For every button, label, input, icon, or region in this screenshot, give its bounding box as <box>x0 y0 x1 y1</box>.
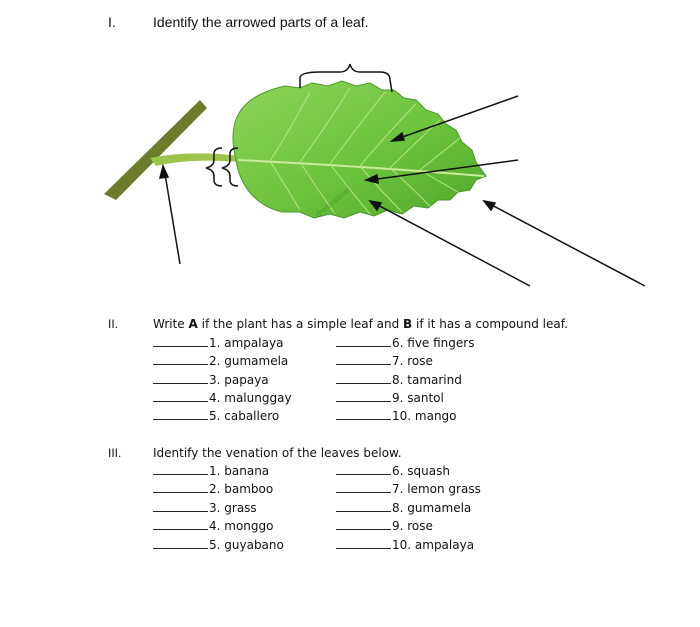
item-label: 3. grass <box>209 501 257 515</box>
answer-row <box>336 354 433 368</box>
answer-row <box>153 482 273 496</box>
answer-row <box>153 538 284 552</box>
arrow-4-head <box>484 201 495 210</box>
item-label: 3. papaya <box>209 373 269 387</box>
item-label: 8. tamarind <box>392 373 462 387</box>
answer-row <box>153 501 257 515</box>
arrow-4 <box>486 202 645 286</box>
item-label: 7. rose <box>392 354 433 368</box>
branch <box>104 100 207 200</box>
answer-row <box>336 519 433 533</box>
answer-row <box>336 501 471 515</box>
section-2-instruction: Write A if the plant has a simple leaf and B if it has a compound leaf. <box>153 317 568 331</box>
answer-row <box>153 373 269 387</box>
answer-blank[interactable] <box>153 391 208 402</box>
answer-blank[interactable] <box>153 409 208 420</box>
answer-blank[interactable] <box>153 482 208 493</box>
item-label: 6. squash <box>392 464 450 478</box>
answer-blank[interactable] <box>336 354 391 365</box>
answer-blank[interactable] <box>336 391 391 402</box>
answer-blank[interactable] <box>336 538 391 549</box>
answer-blank[interactable] <box>153 519 208 530</box>
item-label: 7. lemon grass <box>392 482 481 496</box>
section-1-number: I. <box>108 14 116 30</box>
arrow-3 <box>372 202 530 286</box>
section-3-number: III. <box>108 446 122 460</box>
item-label: 1. banana <box>209 464 270 478</box>
answer-blank[interactable] <box>153 464 208 475</box>
answer-blank[interactable] <box>336 464 391 475</box>
item-label: 5. guyabano <box>209 538 284 552</box>
item-label: 8. gumamela <box>392 501 472 515</box>
answer-blank[interactable] <box>336 519 391 530</box>
item-label: 9. rose <box>392 519 433 533</box>
answer-row <box>153 391 292 405</box>
answer-blank[interactable] <box>336 501 391 512</box>
answer-blank[interactable] <box>336 482 391 493</box>
answer-row <box>153 354 288 368</box>
item-label: 2. bamboo <box>209 482 274 496</box>
answer-row <box>336 409 457 423</box>
item-label: 5. caballero <box>209 409 280 423</box>
leaf-blade <box>233 81 486 218</box>
answer-row <box>153 336 283 350</box>
section-3-instruction: Identify the venation of the leaves below. <box>153 446 402 460</box>
petiole <box>150 153 240 166</box>
answer-row <box>336 373 462 387</box>
answer-row <box>336 464 450 478</box>
answer-blank[interactable] <box>153 354 208 365</box>
section-2-number: II. <box>108 317 119 331</box>
answer-row <box>336 538 474 552</box>
arrow-5-head <box>160 166 168 178</box>
item-label: 10. mango <box>392 409 457 423</box>
answer-row <box>153 519 273 533</box>
answer-row <box>336 482 481 496</box>
answer-row <box>153 409 279 423</box>
arrow-5 <box>164 168 180 264</box>
answer-blank[interactable] <box>336 336 391 347</box>
item-label: 9. santol <box>392 391 444 405</box>
answer-blank[interactable] <box>153 373 208 384</box>
answer-blank[interactable] <box>153 501 208 512</box>
item-label: 6. five fingers <box>392 336 475 350</box>
item-label: 4. monggo <box>209 519 274 533</box>
answer-blank[interactable] <box>336 373 391 384</box>
item-label: 4. malunggay <box>209 391 292 405</box>
answer-row <box>153 464 269 478</box>
answer-blank[interactable] <box>336 409 391 420</box>
answer-blank[interactable] <box>153 538 208 549</box>
item-label: 10. ampalaya <box>392 538 475 552</box>
section-1-title: Identify the arrowed parts of a leaf. <box>153 14 369 30</box>
watermark: dreamstime <box>313 185 352 220</box>
answer-row <box>336 391 444 405</box>
item-label: 1. ampalaya <box>209 336 284 350</box>
answer-blank[interactable] <box>153 336 208 347</box>
item-label: 2. gumamela <box>209 354 289 368</box>
answer-row <box>336 336 474 350</box>
